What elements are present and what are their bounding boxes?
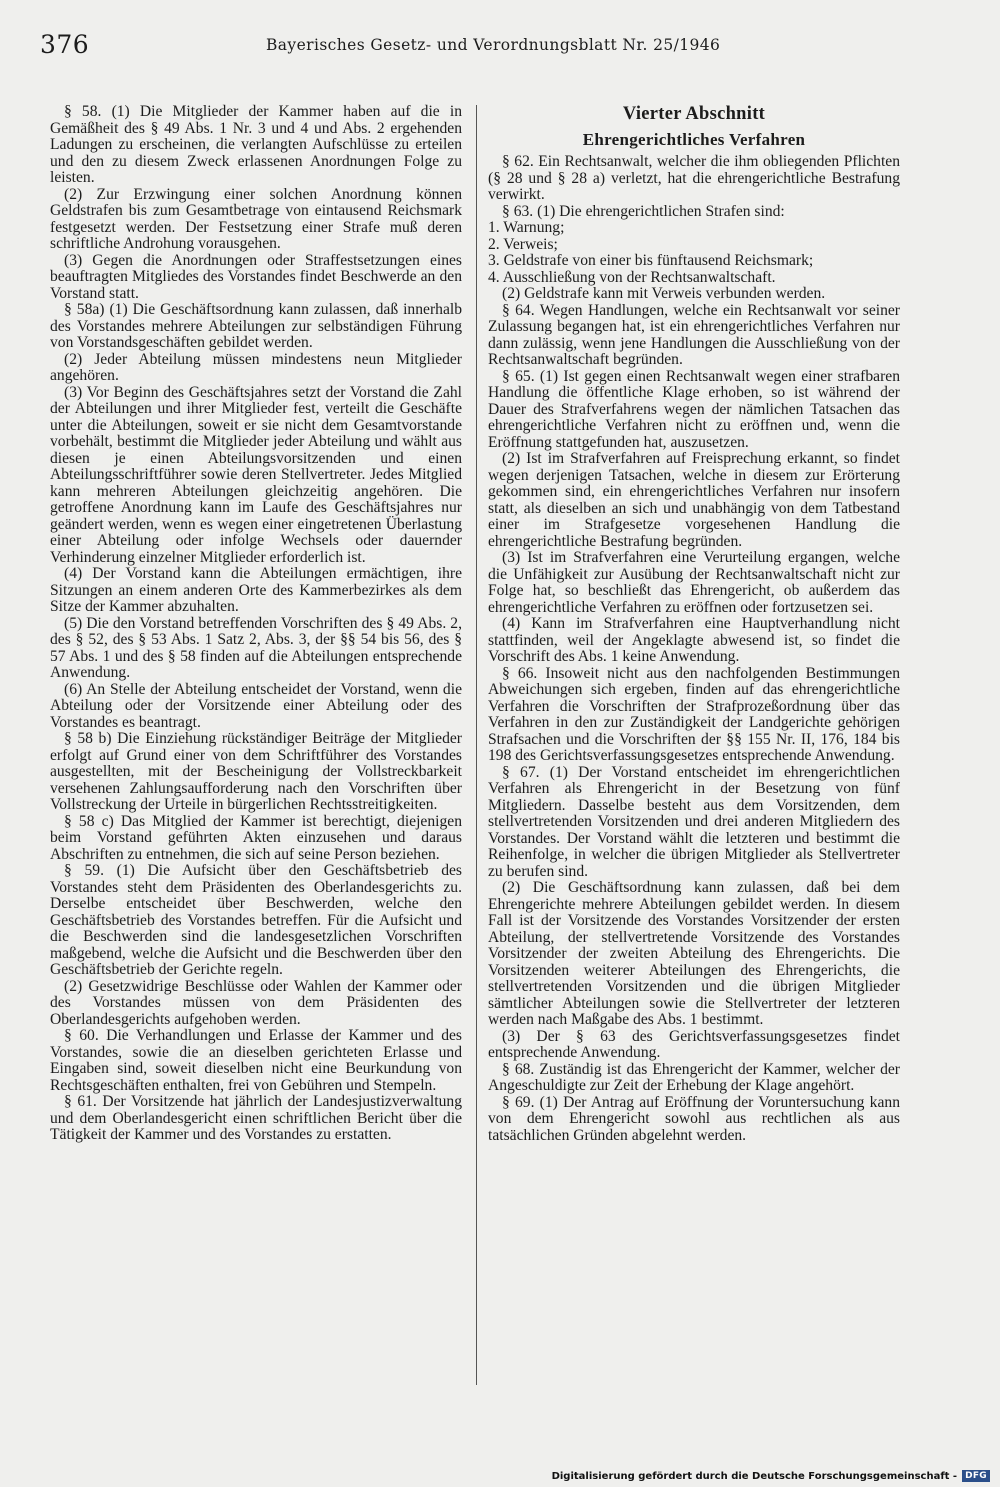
list-item: 1. Warnung; — [488, 219, 565, 236]
paragraph: § 59. (1) Die Aufsicht über den Geschäftsbetrieb des Vorstandes steht dem Präsidenten des Oberlandesgerichts zu. Derselbe entscheidet über Beschwerden, welche den Geschäftsbetrieb des Vorstandes betreffen. Für die Aufsicht und die Beschwerden sind die landesgesetzlichen Vorschriften maßgebend, welche die Aufsicht und die Beschwerden über den Geschäftsbetrieb der Gerichte regeln. — [50, 862, 462, 978]
section-title: Vierter Abschnitt — [622, 104, 766, 124]
digitization-credit — [552, 1470, 990, 1482]
paragraph: (4) Der Vorstand kann die Abteilungen ermächtigen, ihre Sitzungen an einem anderen Orte des Kammerbezirkes als dem Sitze der Kammer abzuhalten. — [50, 565, 462, 615]
paragraph: (5) Die den Vorstand betreffenden Vorschriften des § 49 Abs. 2, des § 52, des § 53 Abs. 1 Satz 2, Abs. 3, der §§ 54 bis 56, des § 57 Abs. 1 und des § 58 finden auf die Abteilungen entsprechende Anwendung. — [50, 614, 462, 681]
paragraph: (2) Jeder Abteilung müssen mindestens neun Mitglieder angehören. — [50, 350, 462, 384]
paragraph: § 58 c) Das Mitglied der Kammer ist berechtigt, diejenigen beim Vorstand geführten Akten einzusehen und daraus Abschriften zu entnehmen, die sich auf seine Person beziehen. — [50, 812, 462, 863]
paragraph: (2) Geldstrafe kann mit Verweis verbunden werden. — [502, 285, 826, 302]
page-number: 376 — [40, 30, 90, 59]
paragraph: § 60. Die Verhandlungen und Erlasse der Kammer und des Vorstandes, sowie die an dieselben gerichteten Erlasse und Eingaben sind, soweit dieselben nicht eine Beurkundung von Rechtsgeschäften enthalten, frei von Gebühren und Stempeln. — [50, 1027, 462, 1094]
paragraph: § 66. Insoweit nicht aus den nachfolgenden Bestimmungen Abweichungen sich ergeben, finden auf das ehrengerichtliche Verfahren die Vorschriften der Strafprozeßordnung über das Verfahren in den zur Zuständigkeit der Landgerichte gehörigen Strafsachen und die Vorschriften der §§ 155 Nr. II, 176, 184 bis 198 des Gerichtsverfassungsgesetzes entsprechende Anwendung. — [488, 664, 900, 764]
paragraph: (3) Vor Beginn des Geschäftsjahres setzt der Vorstand die Zahl der Abteilungen und ihrer Mitglieder fest, verteilt die Geschäfte unter die Abteilungen, soweit er sie nicht dem Gesamtvorstande vorbehält, bestimmt die Mitglieder jeder Abteilung und wählt aus diesen je einen Abteilungsvorsitzenden und einen Abteilungsschriftführer sowie deren Stellvertreter. Jedes Mitglied kann mehreren Abteilungen gleichzeitig angehören. Die getroffene Anordnung kann im Laufe des Geschäftsjahres nur geändert werden, wenn es wegen einer eingetretenen Überlastung einer Abteilung oder infolge Wechsels oder dauernder Verhinderung einzelner Mitglieder erforderlich ist. — [50, 383, 462, 566]
paragraph: § 64. Wegen Handlungen, welche ein Rechtsanwalt vor seiner Zulassung begangen hat, ist ein ehrengerichtliches Verfahren nur dann zulässig, wenn jene Handlungen die Ausschließung von der Rechtsanwaltschaft begründen. — [488, 301, 900, 368]
paragraph: (3) Der § 63 des Gerichtsverfassungsgesetzes findet entsprechende Anwendung. — [488, 1027, 900, 1061]
paragraph: (2) Die Geschäftsordnung kann zulassen, daß bei dem Ehrengerichte mehrere Abteilungen gebildet werden. In diesem Fall ist der Vorsitzende des Vorstandes Vorsitzender der ersten Abteilung, der stellvertretende Vorsitzende des Vorstandes Vorsitzender der zweiten Abteilung des Ehrengerichts. Die Vorsitzenden weiterer Abteilungen des Ehrengerichts, die stellvertretenden Vorsitzenden und die übrigen Mitglieder sämtlicher Abteilungen sowie die Stellvertreter der letzteren werden nach Maßgabe des Abs. 1 bestimmt. — [488, 879, 900, 1028]
paragraph: § 65. (1) Ist gegen einen Rechtsanwalt wegen einer strafbaren Handlung die öffentliche Klage erhoben, so ist während der Dauer des Strafverfahrens wegen der nämlichen Tatsachen das ehrengerichtliche Verfahren nicht zu eröffnen und, wenn die Eröffnung stattgefunden hat, auszusetzen. — [488, 367, 900, 451]
paragraph: § 58. (1) Die Mitglieder der Kammer haben auf die in Gemäßheit des § 49 Abs. 1 Nr. 3 und 4 und Abs. 2 ergehenden Ladungen zu erscheinen, die verlangten Aufschlüsse zu erteilen und den zu diesem Zweck erlassenen Anordnungen Folge zu leisten. — [50, 103, 462, 186]
paragraph: § 58a) (1) Die Geschäftsordnung kann zulassen, daß innerhalb des Vorstandes mehrere Abteilungen zur selbständigen Führung von Vorstandsgeschäften gebildet werden. — [50, 301, 462, 351]
paragraph: § 69. (1) Der Antrag auf Eröffnung der Voruntersuchung kann von dem Ehrengericht sowohl aus rechtlichen als aus tatsächlichen Gründen abgelehnt werden. — [488, 1093, 900, 1144]
paragraph: § 62. Ein Rechtsanwalt, welcher die ihm obliegenden Pflichten (§ 28 und § 28 a) verletzt, hat die ehrengerichtliche Bestrafung verwirkt. — [488, 153, 900, 203]
list-item: 2. Verweis; — [488, 235, 558, 253]
running-head: Bayerisches Gesetz- und Verordnungsblatt Nr. 25/1946 — [266, 36, 721, 54]
section-subtitle: Ehrengerichtliches Verfahren — [582, 129, 806, 149]
paragraph: § 67. (1) Der Vorstand entscheidet im ehrengerichtlichen Verfahren als Ehrengericht in der Besetzung von fünf Mitgliedern. Dasselbe besteht aus dem Vorsitzenden, dem stellvertretenden Vorsitzenden und drei anderen Mitgliedern des Vorstandes. Der Vorstand wählt die letzteren und bestimmt die Reihenfolge, in welcher die übrigen Mitglieder als Stellvertreter zu berufen sind. — [488, 763, 900, 880]
paragraph: (2) Gesetzwidrige Beschlüsse oder Wahlen der Kammer oder des Vorstandes müssen von dem Präsidenten des Oberlandesgerichts aufgehoben werden. — [50, 977, 462, 1028]
column-divider — [476, 105, 477, 1385]
left-column — [50, 104, 462, 1144]
dfg-logo: DFG — [962, 1470, 990, 1482]
paragraph: (3) Ist im Strafverfahren eine Verurteilung ergangen, welche die Unfähigkeit zur Ausübung der Rechtsanwaltschaft nicht zur Folge hat, so beschließt das Ehrengericht, ob außerdem das ehrengerichtliche Verfahren zu eröffnen oder fortzusetzen sei. — [488, 549, 900, 616]
paragraph: (6) An Stelle der Abteilung entscheidet der Vorstand, wenn die Abteilung oder der Vorsitzende einer Abteilung oder des Vorstandes es beantragt. — [50, 680, 462, 731]
paragraph: § 68. Zuständig ist das Ehrengericht der Kammer, welcher der Angeschuldigte zur Zeit der Erhebung der Klage angehört. — [488, 1060, 900, 1094]
paragraph: § 58 b) Die Einziehung rückständiger Beiträge der Mitglieder erfolgt auf Grund einer von dem Schriftführer des Vorstandes ausgestellten, mit der Bescheinigung der Vollstreckbarkeit versehenen Zahlungsaufforderung nach den Vorschriften über Vollstreckung der Urteile in bürgerlichen Rechtsstreitigkeiten. — [50, 730, 462, 813]
paragraph: § 63. (1) Die ehrengerichtlichen Strafen sind: — [502, 202, 785, 220]
paragraph: (3) Gegen die Anordnungen oder Straffestsetzungen eines beauftragten Mitgliedes des Vorstandes findet Beschwerde an den Vorstand statt. — [50, 251, 462, 302]
list-item: 3. Geldstrafe von einer bis fünftausend Reichsmark; — [488, 252, 814, 269]
paragraph: § 61. Der Vorsitzende hat jährlich der Landesjustizverwaltung und dem Oberlandesgericht einen schriftlichen Bericht über die Tätigkeit der Kammer und des Vorstandes zu erstatten. — [50, 1093, 462, 1143]
paragraph: (4) Kann im Strafverfahren eine Hauptverhandlung nicht stattfinden, weil der Angeklagte abwesend ist, so findet die Vorschrift des Abs. 1 keine Anwendung. — [488, 615, 900, 665]
list-item: 4. Ausschließung von der Rechtsanwaltschaft. — [488, 268, 776, 286]
paragraph: (2) Zur Erzwingung einer solchen Anordnung können Geldstrafen bis zum Gesamtbetrage von eintausend Reichsmark festgesetzt werden. Der Festsetzung einer Strafe muß deren schriftliche Androhung vorausgehen. — [50, 185, 462, 252]
credit-text: Digitalisierung gefördert durch die Deutsche Forschungsgemeinschaft - — [551, 1470, 958, 1482]
paragraph: (2) Ist im Strafverfahren auf Freisprechung erkannt, so findet wegen derjenigen Tatsachen, welche in diesem zur Erörterung gekommen sind, ein ehrengerichtliches Verfahren nur insofern statt, als dieselben an sich und unabhängig von dem Tatbestand einer im Strafgesetze vorgesehenen Handlung die ehrengerichtliche Bestrafung begründen. — [488, 450, 900, 550]
right-column — [488, 106, 900, 1144]
